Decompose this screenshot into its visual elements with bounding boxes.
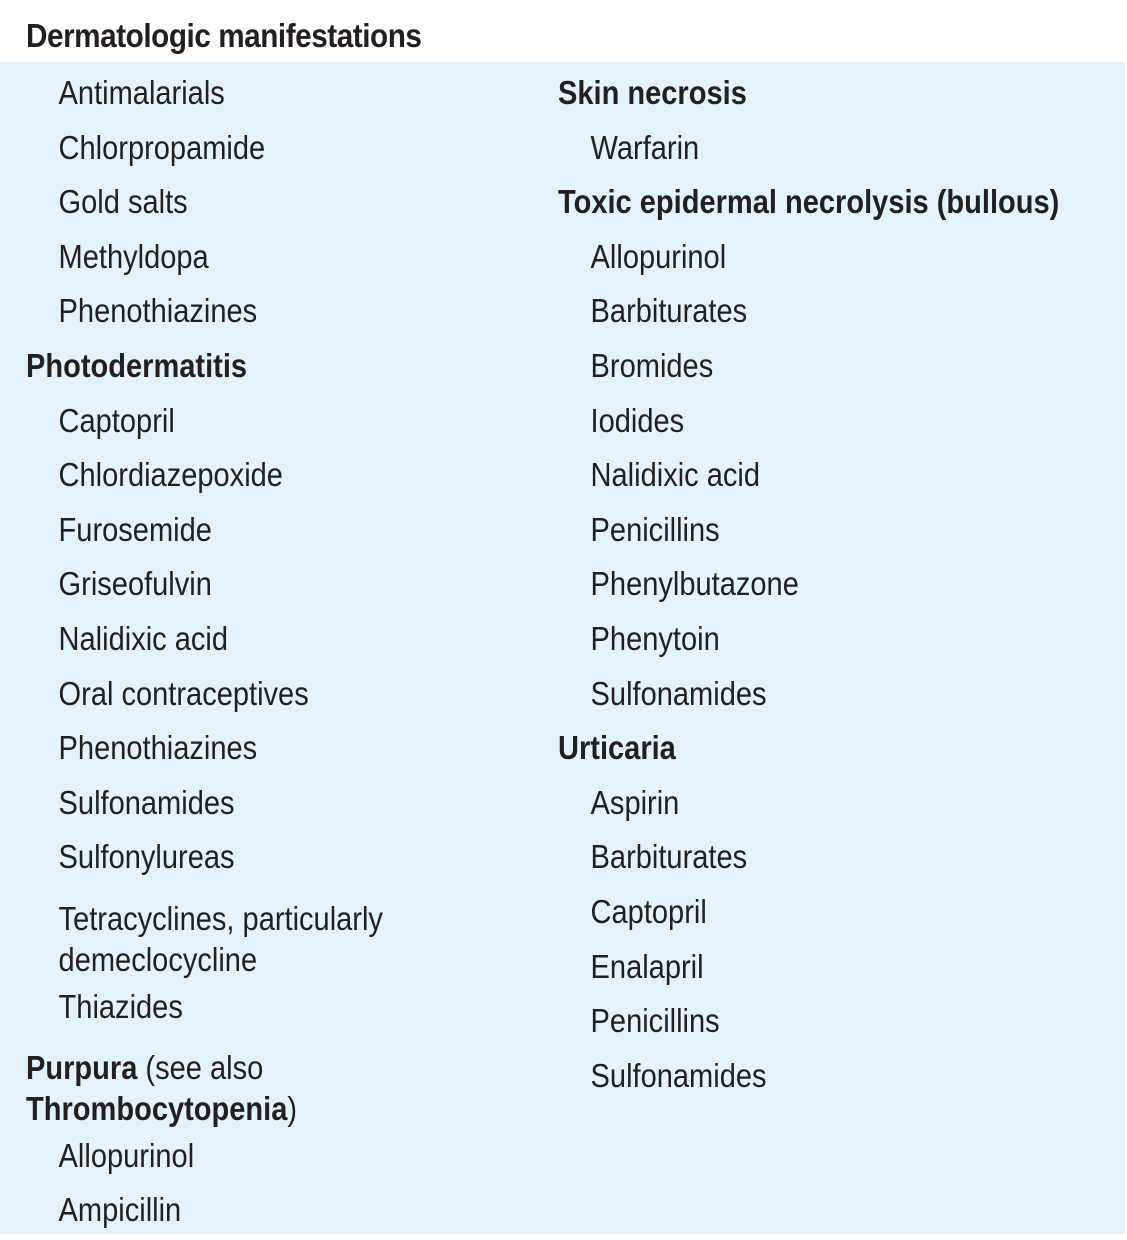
section-heading-toxic-epidermal-necrolysis: Toxic epidermal necrolysis (bullous) [558,183,1060,221]
list-item: Allopurinol [58,1136,195,1174]
purpura-heading: Purpura [26,1049,138,1087]
list-item: Phenytoin [590,619,720,657]
list-item: Thiazides [58,987,183,1025]
purpura-note-close: ) [287,1089,298,1127]
list-item: Ampicillin [58,1191,182,1229]
list-item: Barbiturates [590,292,748,330]
list-item: Nalidixic acid [590,456,761,494]
list-item: Phenylbutazone [590,565,799,603]
list-item: Warfarin [590,128,700,166]
section-heading-purpura [26,1034,466,1089]
list-item: Griseofulvin [58,565,212,603]
list-item: Phenothiazines [58,729,258,767]
left-column [26,66,526,1238]
list-item-tetracyclines-continued: demeclocycline [58,940,258,978]
list-item: Barbiturates [590,838,748,876]
list-item: Penicillins [590,510,720,548]
list-item: Sulfonamides [590,1056,767,1094]
list-item: Enalapril [590,947,704,985]
list-item: Iodides [590,401,685,439]
page-title: Dermatologic manifestations [26,17,422,54]
purpura-note: (see also [137,1049,264,1087]
list-item: Chlorpropamide [58,128,266,166]
cross-ref-thrombocytopenia: Thrombocytopenia [26,1089,288,1127]
list-item: Captopril [590,892,707,930]
section-heading-urticaria: Urticaria [558,729,676,767]
list-item: Allopurinol [590,237,727,275]
list-item: Oral contraceptives [58,674,309,712]
section-heading-skin-necrosis: Skin necrosis [558,74,747,111]
list-item: Methyldopa [58,237,209,275]
drug-table-panel [0,62,1125,1234]
list-item: Phenothiazines [58,292,258,330]
right-column [558,66,1123,1103]
list-item: Antimalarials [58,74,225,111]
list-item: Bromides [590,346,714,384]
list-item: Penicillins [590,1002,720,1040]
list-item: Furosemide [58,510,212,548]
section-heading-photodermatitis: Photodermatitis [26,346,248,384]
list-item: Sulfonamides [58,783,235,821]
list-item: Sulfonylureas [58,838,235,876]
list-item: Captopril [58,401,175,439]
list-item: Chlordiazepoxide [58,456,283,494]
list-item: Gold salts [58,183,188,221]
list-item: Sulfonamides [590,674,767,712]
list-item-tetracyclines: Tetracyclines, particularly [58,899,383,937]
list-item: Aspirin [590,783,680,821]
list-item: Nalidixic acid [58,619,229,657]
purpura-cross-reference [26,1089,466,1129]
